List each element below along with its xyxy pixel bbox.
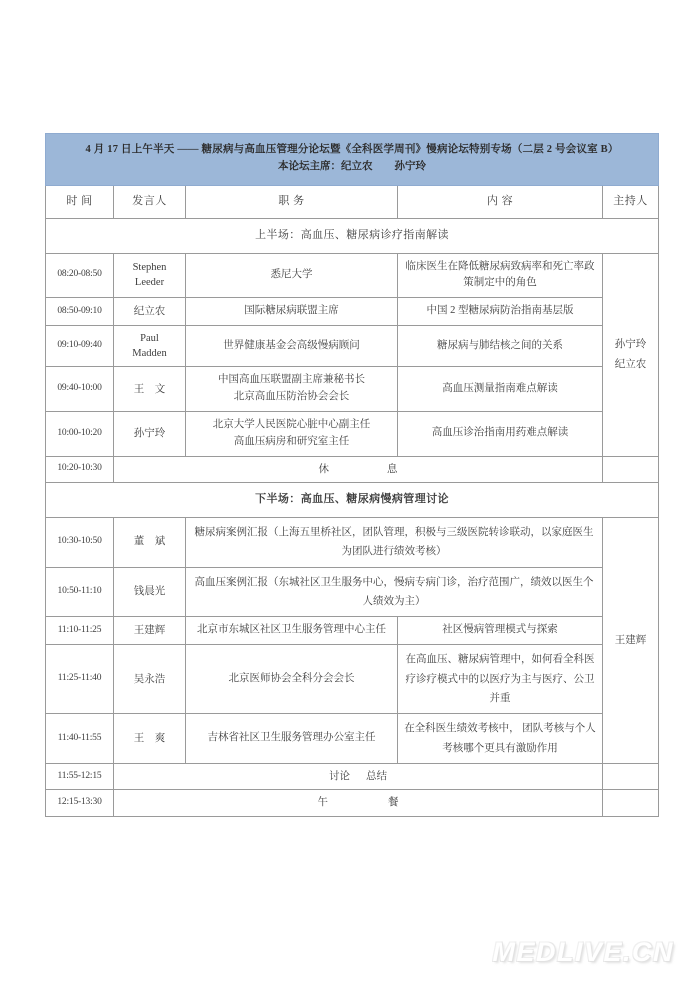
cell-topic: 社区慢病管理模式与探索	[398, 617, 603, 645]
cell-topic: 高血压诊治指南用药难点解读	[398, 411, 603, 456]
cell-merged-content: 糖尿病案例汇报（上海五里桥社区，团队管理，积极与三级医院转诊联动，以家庭医生为团队进行绩效考核）	[186, 517, 603, 567]
cell-merged-content: 高血压案例汇报（东城社区卫生服务中心，慢病专病门诊，治疗范围广，绩效以医生个人绩效为主）	[186, 567, 603, 617]
section-title-second-half: 下半场：高血压、糖尿病慢病管理讨论	[46, 482, 659, 517]
cell-time: 11:40-11:55	[46, 714, 114, 764]
cell-speaker	[114, 325, 186, 366]
cell-speaker	[114, 253, 186, 298]
cell-time: 09:10-09:40	[46, 325, 114, 366]
cell-summary-label	[114, 764, 603, 790]
topic-line-1: 在全科医生绩效考核中， 团队考核与个人	[404, 723, 596, 735]
section-row-second-half	[46, 482, 659, 517]
cell-speaker: 王建辉	[114, 617, 186, 645]
cell-speaker: 王 文	[114, 367, 186, 412]
forum-banner-row	[46, 134, 659, 186]
cell-time: 11:25-11:40	[46, 645, 114, 714]
agenda-table	[45, 133, 659, 817]
cell-time-summary: 11:55-12:15	[46, 764, 114, 790]
cell-host-summary	[603, 764, 659, 790]
cell-role	[186, 411, 398, 456]
cell-time: 10:00-10:20	[46, 411, 114, 456]
table-row	[46, 645, 659, 714]
cell-role: 国际糖尿病联盟主席	[186, 298, 398, 326]
role-line-2: 高血压病房和研究室主任	[233, 435, 350, 447]
table-row	[46, 617, 659, 645]
cell-role: 世界健康基金会高级慢病顾问	[186, 325, 398, 366]
forum-chair-label: 本论坛主席：纪立农	[278, 161, 373, 173]
cell-host-first-half	[603, 253, 659, 456]
cell-time: 11:10-11:25	[46, 617, 114, 645]
topic-line-2: 考核哪个更具有激励作用	[442, 742, 558, 754]
table-row	[46, 253, 659, 298]
table-row	[46, 367, 659, 412]
role-line-2: 北京高血压防治协会会长	[233, 391, 350, 403]
cell-topic	[398, 253, 603, 298]
cell-break-label	[114, 456, 603, 482]
cell-time-lunch: 12:15-13:30	[46, 790, 114, 816]
cell-role: 北京医师协会全科分会会长	[186, 645, 398, 714]
cell-role: 北京市东城区社区卫生服务管理中心主任	[186, 617, 398, 645]
cell-time-break: 10:20-10:30	[46, 456, 114, 482]
cell-topic: 中国 2 型糖尿病防治指南基层版	[398, 298, 603, 326]
topic-line-1: 临床医生在降低糖尿病致病率和死亡率政	[405, 260, 595, 272]
cell-speaker: 王 爽	[114, 714, 186, 764]
cell-speaker: 纪立农	[114, 298, 186, 326]
role-line-1: 中国高血压联盟副主席兼秘书长	[218, 374, 365, 386]
forum-banner-cell	[46, 134, 659, 186]
cell-speaker: 孙宁玲	[114, 411, 186, 456]
cell-time: 08:20-08:50	[46, 253, 114, 298]
break-label-left: 休	[318, 463, 329, 475]
cell-topic	[398, 714, 603, 764]
cell-speaker: 钱晨光	[114, 567, 186, 617]
cell-topic: 糖尿病与肺结核之间的关系	[398, 325, 603, 366]
column-header-host: 主持人	[603, 185, 659, 218]
cell-role: 吉林省社区卫生服务管理办公室主任	[186, 714, 398, 764]
summary-row	[46, 764, 659, 790]
cell-time: 09:40-10:00	[46, 367, 114, 412]
speaker-line-1: Stephen	[132, 262, 167, 274]
cell-time: 10:30-10:50	[46, 517, 114, 567]
cell-time: 08:50-09:10	[46, 298, 114, 326]
table-row	[46, 298, 659, 326]
lunch-label-left: 午	[317, 797, 328, 809]
cell-host-break	[603, 456, 659, 482]
cell-speaker: 董 斌	[114, 517, 186, 567]
cell-host-second-half: 王建辉	[603, 517, 659, 764]
host-line-1: 孙宁玲	[614, 338, 647, 350]
speaker-line-2: Madden	[132, 348, 167, 360]
break-label-right: 息	[387, 463, 398, 475]
lunch-label-right: 餐	[388, 797, 399, 809]
cell-role: 悉尼大学	[186, 253, 398, 298]
column-header-topic: 内 容	[398, 185, 603, 218]
cell-time: 10:50-11:10	[46, 567, 114, 617]
topic-line-2: 策制定中的角色	[463, 277, 537, 289]
role-line-1: 北京大学人民医院心脏中心副主任	[212, 418, 371, 430]
forum-title: 4 月 17 日上午半天 —— 糖尿病与高血压管理分论坛暨《全科医学周刊》慢病论坛特别专场（二层 2 号会议室 B）	[85, 144, 619, 155]
speaker-line-2: Leeder	[134, 277, 165, 289]
host-line-2: 纪立农	[614, 358, 647, 370]
cell-speaker: 吴永浩	[114, 645, 186, 714]
table-row	[46, 411, 659, 456]
summary-label-left: 讨论	[329, 771, 350, 783]
cell-topic: 高血压测量指南难点解读	[398, 367, 603, 412]
table-row	[46, 567, 659, 617]
table-row	[46, 714, 659, 764]
cell-role	[186, 367, 398, 412]
section-row-first-half	[46, 218, 659, 253]
summary-label-right: 总结	[366, 771, 387, 783]
break-row	[46, 456, 659, 482]
cell-lunch-label	[114, 790, 603, 816]
topic-line-2: 疗诊疗模式中的以医疗为主与医疗、公卫	[405, 673, 595, 685]
topic-line-3: 并重	[489, 693, 511, 704]
forum-chair-second: 孙宁玲	[394, 161, 427, 173]
forum-chair-line	[56, 158, 648, 175]
cell-topic	[398, 645, 603, 714]
topic-line-1: 在高血压、糖尿病管理中，如何看全科医	[405, 654, 595, 666]
site-watermark: MEDLIVE.CN	[492, 937, 674, 967]
cell-host-lunch	[603, 790, 659, 816]
table-row	[46, 325, 659, 366]
column-header-time: 时 间	[46, 185, 114, 218]
table-header-row	[46, 185, 659, 218]
lunch-row	[46, 790, 659, 816]
column-header-role: 职 务	[186, 185, 398, 218]
section-title-first-half: 上半场：高血压、糖尿病诊疗指南解读	[46, 218, 659, 253]
speaker-line-1: Paul	[140, 332, 159, 344]
agenda-table-container	[45, 133, 658, 817]
column-header-speaker: 发言人	[114, 185, 186, 218]
table-row	[46, 517, 659, 567]
